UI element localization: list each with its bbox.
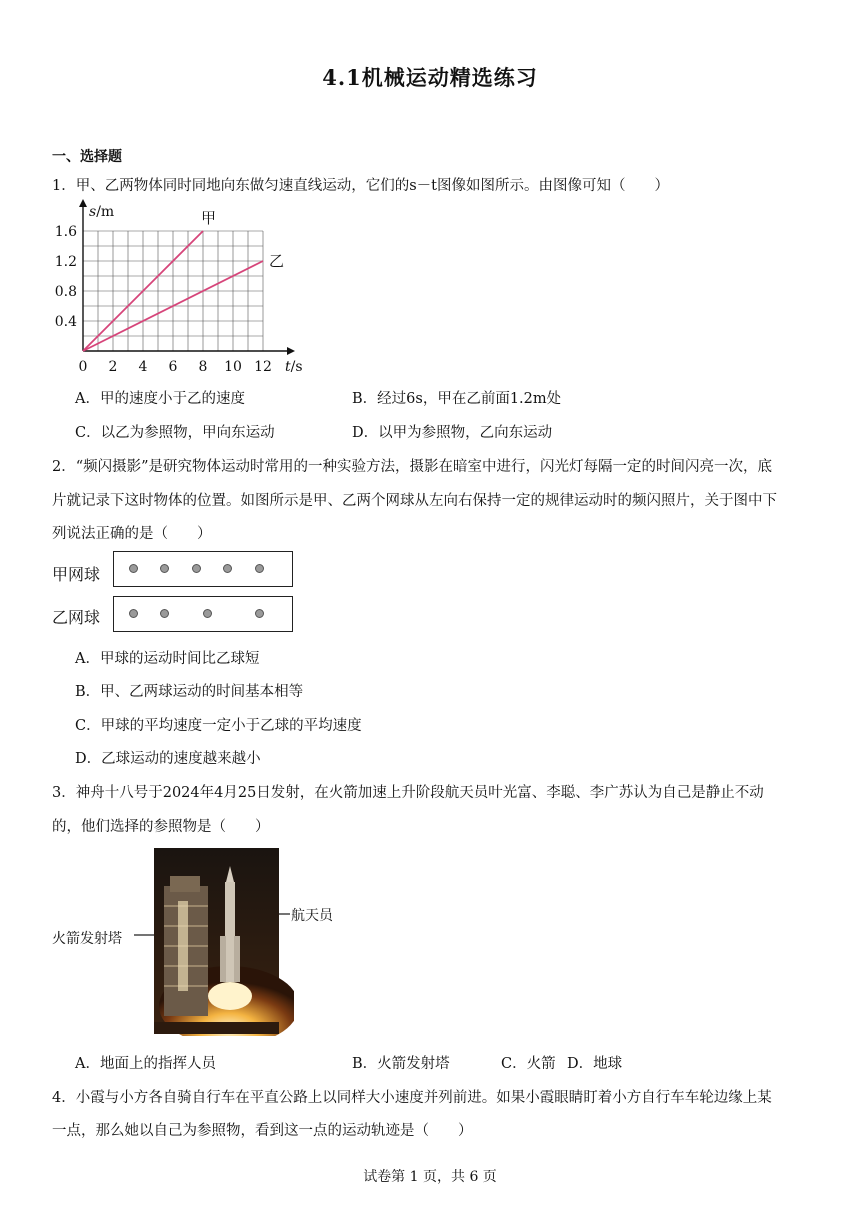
x-tick-label: 4 xyxy=(138,359,148,375)
series-label-1: 乙 xyxy=(269,252,285,270)
q3-stem-line-1: 3．神舟十八号于2024年4月25日发射，在火箭加速上升阶段航天员叶光富、李聪、李广苏认为自己是静止不动 xyxy=(52,785,764,801)
ball-label-yi: 乙网球 xyxy=(52,608,101,627)
q2-stem-line-3: 列说法正确的是（ ） xyxy=(52,526,212,542)
label-launch-tower: 火箭发射塔 xyxy=(52,931,122,947)
ball-dot xyxy=(129,609,138,618)
y-tick-label: 0.8 xyxy=(54,284,77,300)
chart-grid xyxy=(83,231,263,351)
q1-option-d: D．以甲为参照物，乙向东运动 xyxy=(352,425,553,441)
section-heading: 一、选择题 xyxy=(52,149,122,165)
q3-option-a: A．地面上的指挥人员 xyxy=(75,1056,216,1072)
q4-stem-line-2: 一点，那么她以自己为参照物，看到这一点的运动轨迹是（ ） xyxy=(52,1123,473,1139)
y-axis-label: s/m xyxy=(89,204,115,220)
series-label-0: 甲 xyxy=(201,209,217,227)
q2-stem-line-2: 片就记录下这时物体的位置。如图所示是甲、乙两个网球从左向右保持一定的规律运动时的频闪照片，关于图中下 xyxy=(52,493,777,509)
ball-strip-yi xyxy=(113,596,293,632)
q2-stem-line-1: 2．“频闪摄影”是研究物体运动时常用的一种实验方法，摄影在暗室中进行，闪光灯每隔一定的时间闪亮一次，底 xyxy=(52,459,773,475)
ball-label-jia: 甲网球 xyxy=(52,565,101,584)
q4-stem-line-1: 4．小霞与小方各自骑自行车在平直公路上以同样大小速度并列前进。如果小霞眼睛盯着小方自行车车轮边缘上某 xyxy=(52,1090,772,1106)
q2-option-d: D．乙球运动的速度越来越小 xyxy=(75,751,261,767)
ball-dot xyxy=(223,564,232,573)
page-title: 4.1机械运动精选练习 xyxy=(322,65,538,90)
x-axis-arrow xyxy=(287,347,295,355)
y-tick-label: 1.2 xyxy=(54,254,77,270)
y-tick-label: 0.4 xyxy=(54,314,77,330)
x-tick-label: 6 xyxy=(168,359,178,375)
ball-dot xyxy=(160,564,169,573)
st-graph xyxy=(48,198,308,378)
ball-dot xyxy=(129,564,138,573)
y-tick-label: 1.6 xyxy=(54,224,77,240)
q2-option-b: B．甲、乙两球运动的时间基本相等 xyxy=(75,684,304,700)
page-footer: 试卷第 1 页，共 6 页 xyxy=(363,1169,497,1185)
ball-dot xyxy=(255,609,264,618)
label-astronaut: 航天员 xyxy=(291,908,333,924)
q1-stem: 1．甲、乙两物体同时同地向东做匀速直线运动，它们的s－t图像如图所示。由图像可知（ ） xyxy=(52,178,669,194)
q2-option-c: C．甲球的平均速度一定小于乙球的平均速度 xyxy=(75,718,362,734)
ball-strip-jia xyxy=(113,551,293,587)
chart-ticks xyxy=(55,204,303,375)
x-tick-label: 2 xyxy=(108,359,118,375)
q3-stem-line-2: 的，他们选择的参照物是（ ） xyxy=(52,819,270,835)
q3-option-d: D．地球 xyxy=(567,1056,623,1072)
x-tick-label: 8 xyxy=(198,359,208,375)
chart-axes xyxy=(79,199,295,355)
q3-option-c: C．火箭 xyxy=(501,1056,556,1072)
q1-option-a: A．甲的速度小于乙的速度 xyxy=(75,391,245,407)
x-tick-label: 12 xyxy=(254,359,272,375)
ball-dot xyxy=(192,564,201,573)
x-tick-label: 10 xyxy=(224,359,242,375)
ball-dot xyxy=(255,564,264,573)
q1-option-b: B．经过6s，甲在乙前面1.2m处 xyxy=(352,391,562,407)
q1-option-c: C．以乙为参照物，甲向东运动 xyxy=(75,425,275,441)
ball-dot xyxy=(203,609,212,618)
rocket-launch-photo xyxy=(134,846,294,1036)
q3-option-b: B．火箭发射塔 xyxy=(352,1056,450,1072)
y-axis-arrow xyxy=(79,199,87,207)
x-axis-label: t/s xyxy=(285,359,303,375)
q2-option-a: A．甲球的运动时间比乙球短 xyxy=(75,651,260,667)
ball-dot xyxy=(160,609,169,618)
x-tick-label: 0 xyxy=(78,359,88,375)
